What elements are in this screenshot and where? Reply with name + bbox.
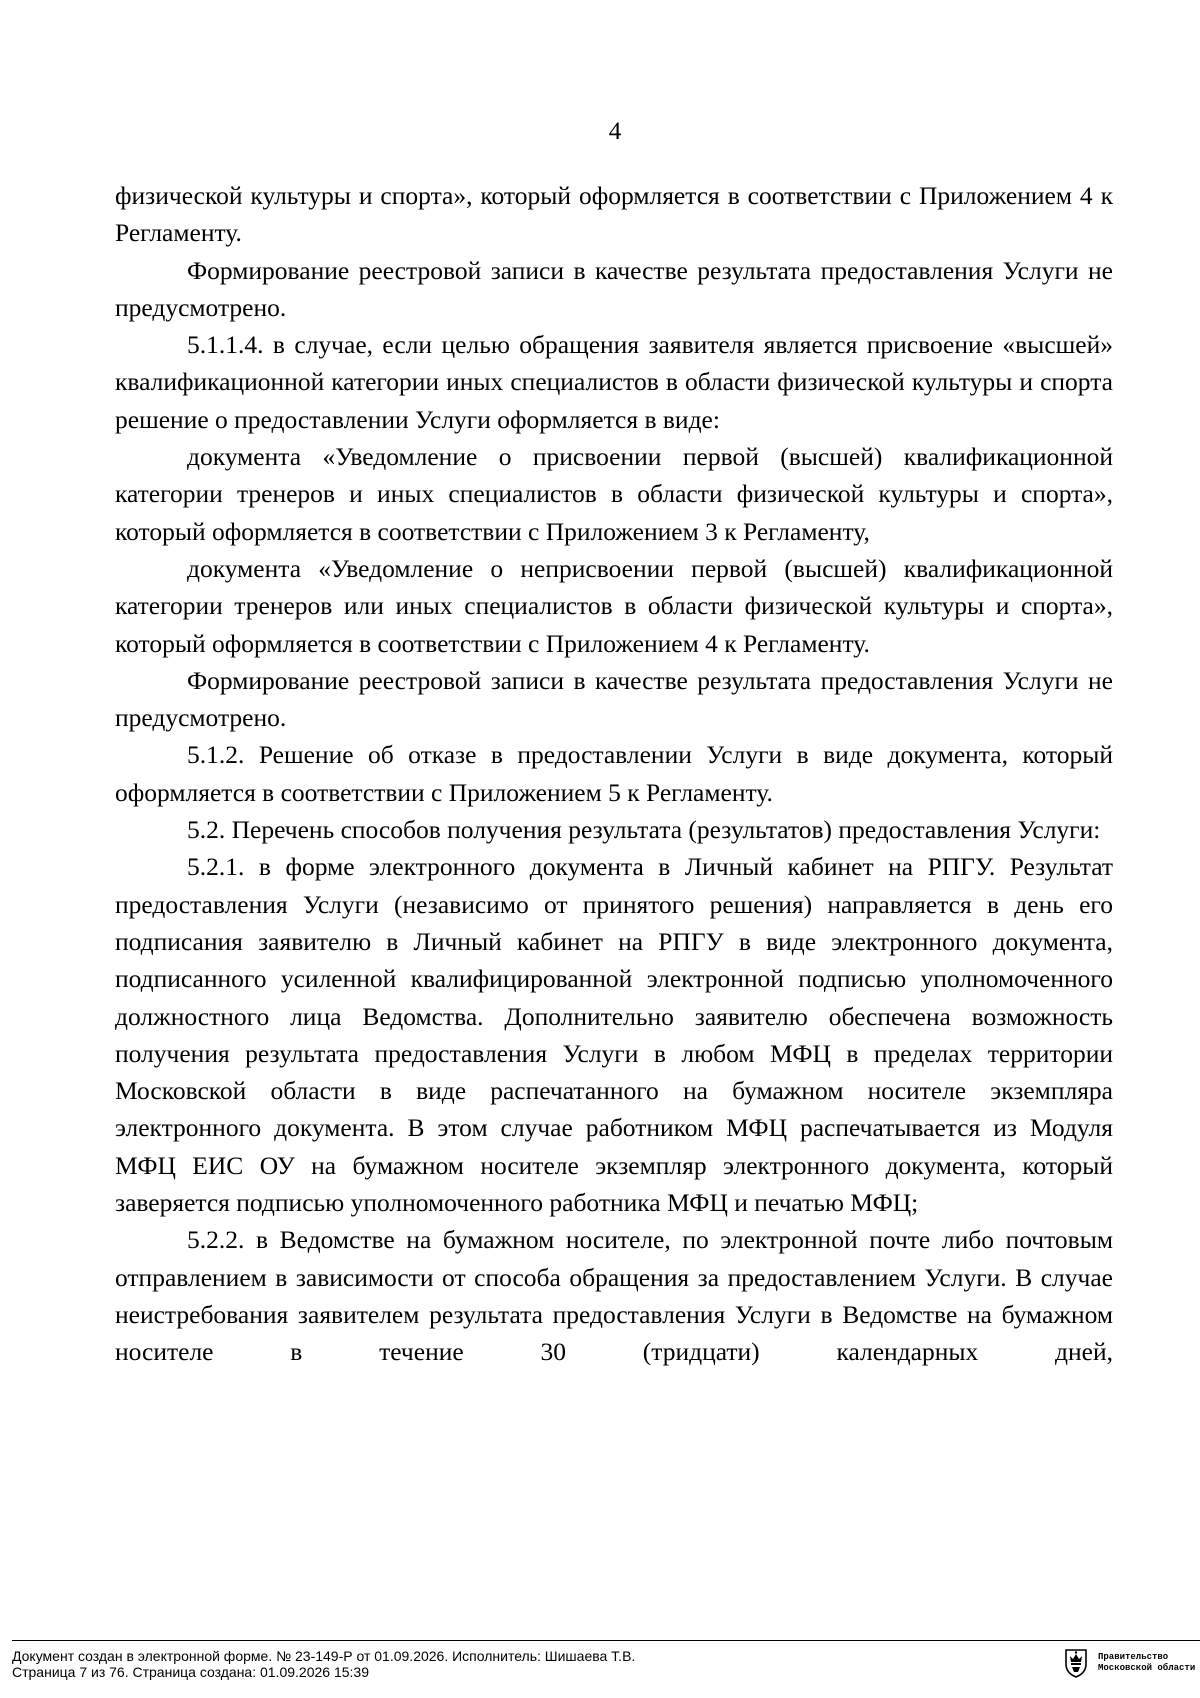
page-number: 4 [608, 118, 622, 145]
paragraph-9: 5.2.1. в форме электронного документа в Личный кабинет на РПГУ. Результат предоставления Услуги (независимо от принятого решения) направляется в день его подписания заявителю в Личный кабинет на РПГУ в виде электронного документа, подписанного усиленной квалифицированной электронной подписью уполномоченного должностного лица Ведомства. Дополнительно заявителю обеспечена возможность получения результата предоставления Услуги в любом МФЦ в пределах территории Московской области в виде распечатанного на бумажном носителе экземпляра электронного документа. В этом случае работником МФЦ распечатывается из Модуля МФЦ ЕИС ОУ на бумажном носителе экземпляр электронного документа, который заверяется подписью уполномоченного работника МФЦ и печатью МФЦ; [115, 852, 1113, 1218]
paragraph-7: 5.1.2. Решение об отказе в предоставлении Услуги в виде документа, который оформляется в соответствии с Приложением 5 к Регламенту. [115, 740, 1113, 807]
organization-name [1098, 1652, 1195, 1674]
footer-line-page: Страница 7 из 76. Страница создана: 01.09.2026 15:39 [12, 1664, 369, 1680]
paragraph-8: 5.2. Перечень способов получения результата (результатов) предоставления Услуги: [187, 815, 1101, 845]
organization-name-line1: Правительство [1098, 1652, 1169, 1662]
organization-name-line2: Московской области [1098, 1663, 1196, 1673]
footer-line-document: Документ создан в электронной форме. № 23-149-Р от 01.09.2026. Исполнитель: Шишаева Т.В. [12, 1648, 636, 1664]
footer-logo [1062, 1648, 1195, 1678]
document-body [115, 177, 1113, 1371]
footer-stamp [12, 1648, 635, 1680]
paragraph-3: 5.1.1.4. в случае, если целью обращения заявителя является присвоение «высшей» квалификационной категории иных специалистов в области физической культуры и спорта решение о предоставлении Услуги оформляется в виде: [115, 330, 1113, 434]
paragraph-10: 5.2.2. в Ведомстве на бумажном носителе, по электронной почте либо почтовым отправлением в зависимости от способа обращения за предоставлением Услуги. В случае неистребования заявителем результата предоставления Услуги в Ведомстве на бумажном носителе в течение 30 (тридцати) календарных дней, [115, 1225, 1113, 1367]
paragraph-5: документа «Уведомление о неприсвоении первой (высшей) квалификационной категории тренеров или иных специалистов в области физической культуры и спорта», который оформляется в соответствии с Приложением 4 к Регламенту. [115, 553, 1113, 658]
footer-divider [12, 1640, 1200, 1641]
paragraph-6: Формирование реестровой записи в качестве результата предоставления Услуги не предусмотрено. [115, 665, 1113, 733]
paragraph-4: документа «Уведомление о присвоении первой (высшей) квалификационной категории тренеров и иных специалистов в области физической культуры и спорта», который оформляется в соответствии с Приложением 3 к Регламенту, [115, 442, 1113, 546]
paragraph-1: физической культуры и спорта», который оформляется в соответствии с Приложением 4 к Регламенту. [115, 181, 1113, 248]
paragraph-2: Формирование реестровой записи в качестве результата предоставления Услуги не предусмотрено. [115, 255, 1113, 322]
coat-of-arms-icon [1062, 1648, 1090, 1678]
